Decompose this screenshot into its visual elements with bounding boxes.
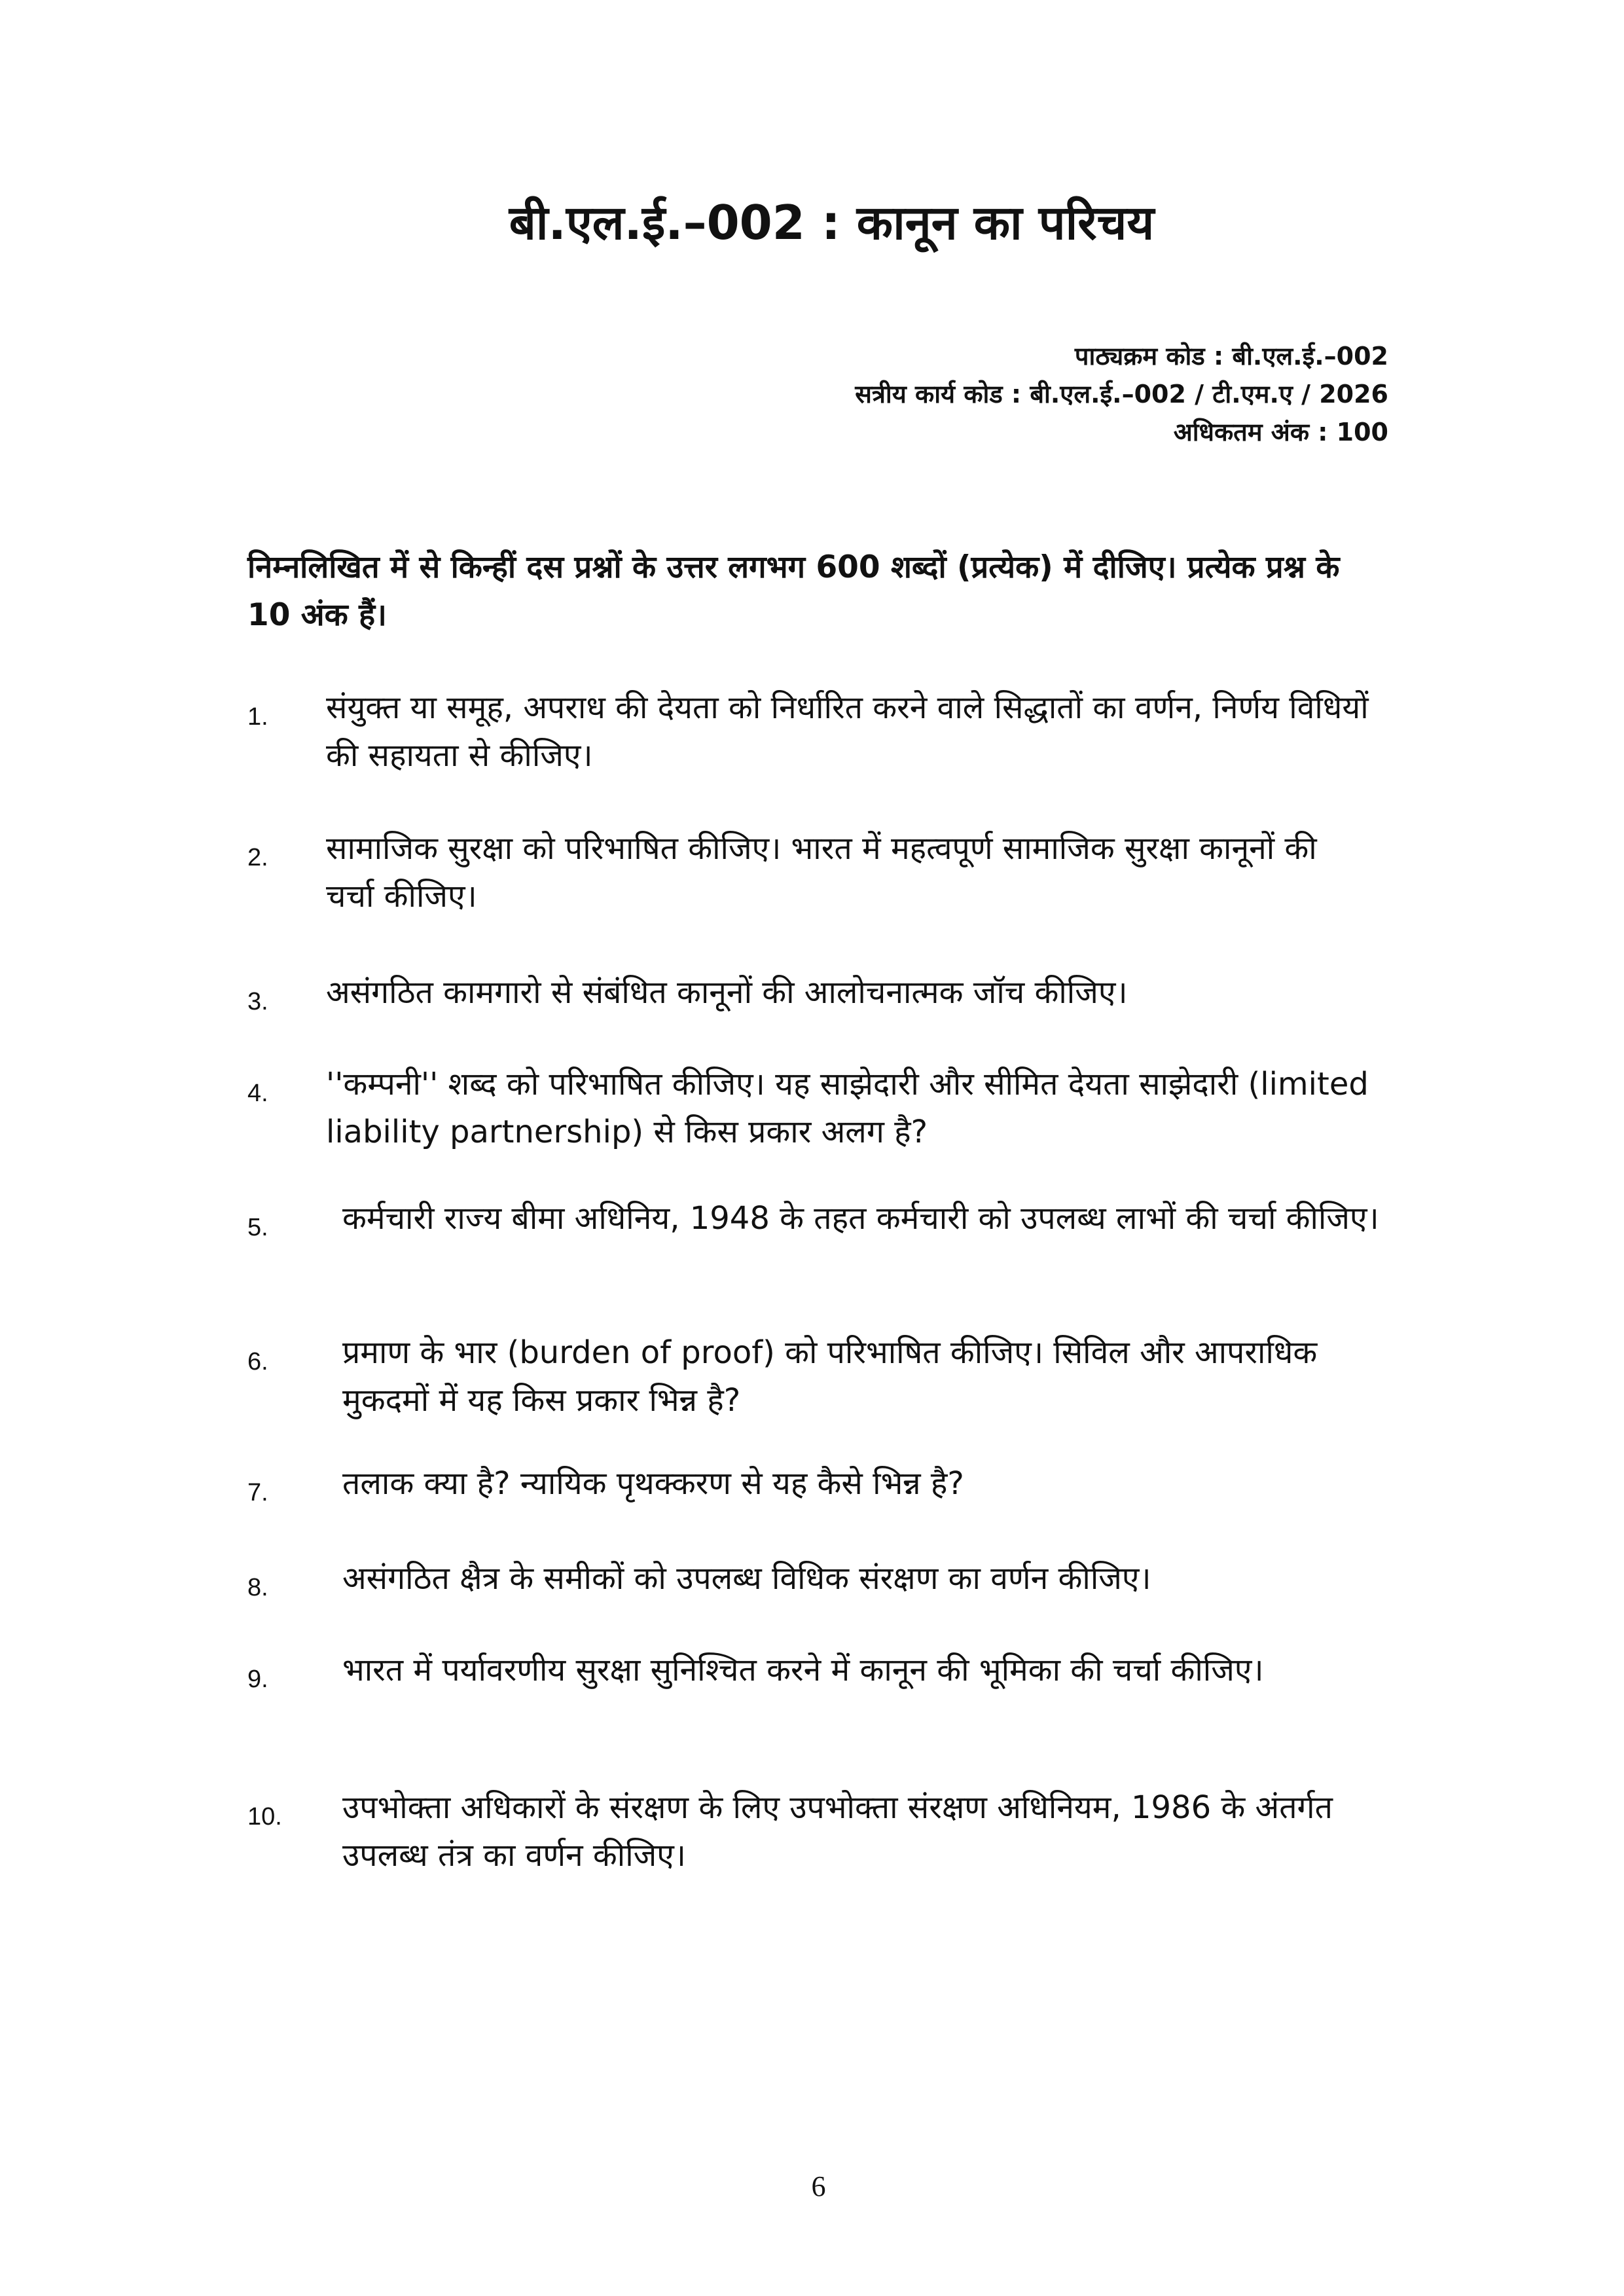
question-text: उपभोक्ता अधिकारों के संरक्षण के लिए उपभोक्ता संरक्षण अधिनियम, 1986 के अंतर्गत उपलब्ध तंत्र का वर्णन कीजिए। [342, 1789, 1333, 1874]
question-number: 7. [247, 1479, 268, 1506]
question-text: असंगठित कामगारो से संबंधित कानूनों की आलोचनात्मक जॉच कीजिए। [326, 974, 1128, 1011]
max-marks: अधिकतम अंक : 100 [1173, 418, 1388, 446]
question-text: संयुक्त या समूह, अपराध की देयता को निर्धारित करने वाले सिद्धातों का वर्णन, निर्णय विधियों की सहायता से कीजिए। [326, 689, 1369, 774]
page-title: बी.एल.ई.–002 : कानून का परिचय [509, 195, 1155, 250]
question-number: 8. [247, 1574, 268, 1601]
question-number: 10. [247, 1803, 282, 1831]
course-code: पाठ्यक्रम कोड : बी.एल.ई.–002 [1074, 342, 1388, 371]
question-text: प्रमाण के भार (burden of proof) को परिभाषित कीजिए। सिविल और आपराधिक मुकदमों में यह किस प्रकार भिन्न है? [342, 1334, 1318, 1419]
question-number: 6. [247, 1348, 268, 1376]
page-number: 6 [811, 2170, 826, 2202]
question-number: 2. [247, 844, 268, 871]
instructions: निम्नलिखित में से किन्हीं दस प्रश्नों के उत्तर लगभग 600 शब्दों (प्रत्येक) में दीजिए। प्रत्येक प्रश्न के 10 अंक हैं। [247, 549, 1340, 633]
question-number: 9. [247, 1666, 268, 1693]
question-text: असंगठित क्षैत्र के समीकों को उपलब्ध विधिक संरक्षण का वर्णन कीजिए। [342, 1560, 1151, 1597]
question-text: तलाक क्या है? न्यायिक पृथक्करण से यह कैसे भिन्न है? [342, 1465, 964, 1502]
assignment-code: सत्रीय कार्य कोड : बी.एल.ई.–002 / टी.एम.ए / 2026 [855, 380, 1388, 409]
question-text: सामाजिक सुरक्षा को परिभाषित कीजिए। भारत में महत्वपूर्ण सामाजिक सुरक्षा कानूनों की चर्चा कीजिए। [326, 830, 1317, 915]
course-meta [855, 337, 1388, 451]
question-number: 4. [247, 1080, 268, 1107]
question-text: कर्मचारी राज्य बीमा अधिनिय, 1948 के तहत कर्मचारी को उपलब्ध लाभों की चर्चा कीजिए। [342, 1200, 1379, 1237]
question-text: भारत में पर्यावरणीय सुरक्षा सुनिश्चित करने में कानून की भूमिका की चर्चा कीजिए। [342, 1652, 1264, 1688]
question-number: 1. [247, 703, 268, 731]
question-number: 3. [247, 988, 268, 1015]
question-number: 5. [247, 1214, 268, 1241]
question-text: ''कम्पनी'' शब्द को परिभाषित कीजिए। यह साझेदारी और सीमित देयता साझेदारी (limited liability partnership) से किस प्रकार अलग है? [326, 1066, 1369, 1150]
